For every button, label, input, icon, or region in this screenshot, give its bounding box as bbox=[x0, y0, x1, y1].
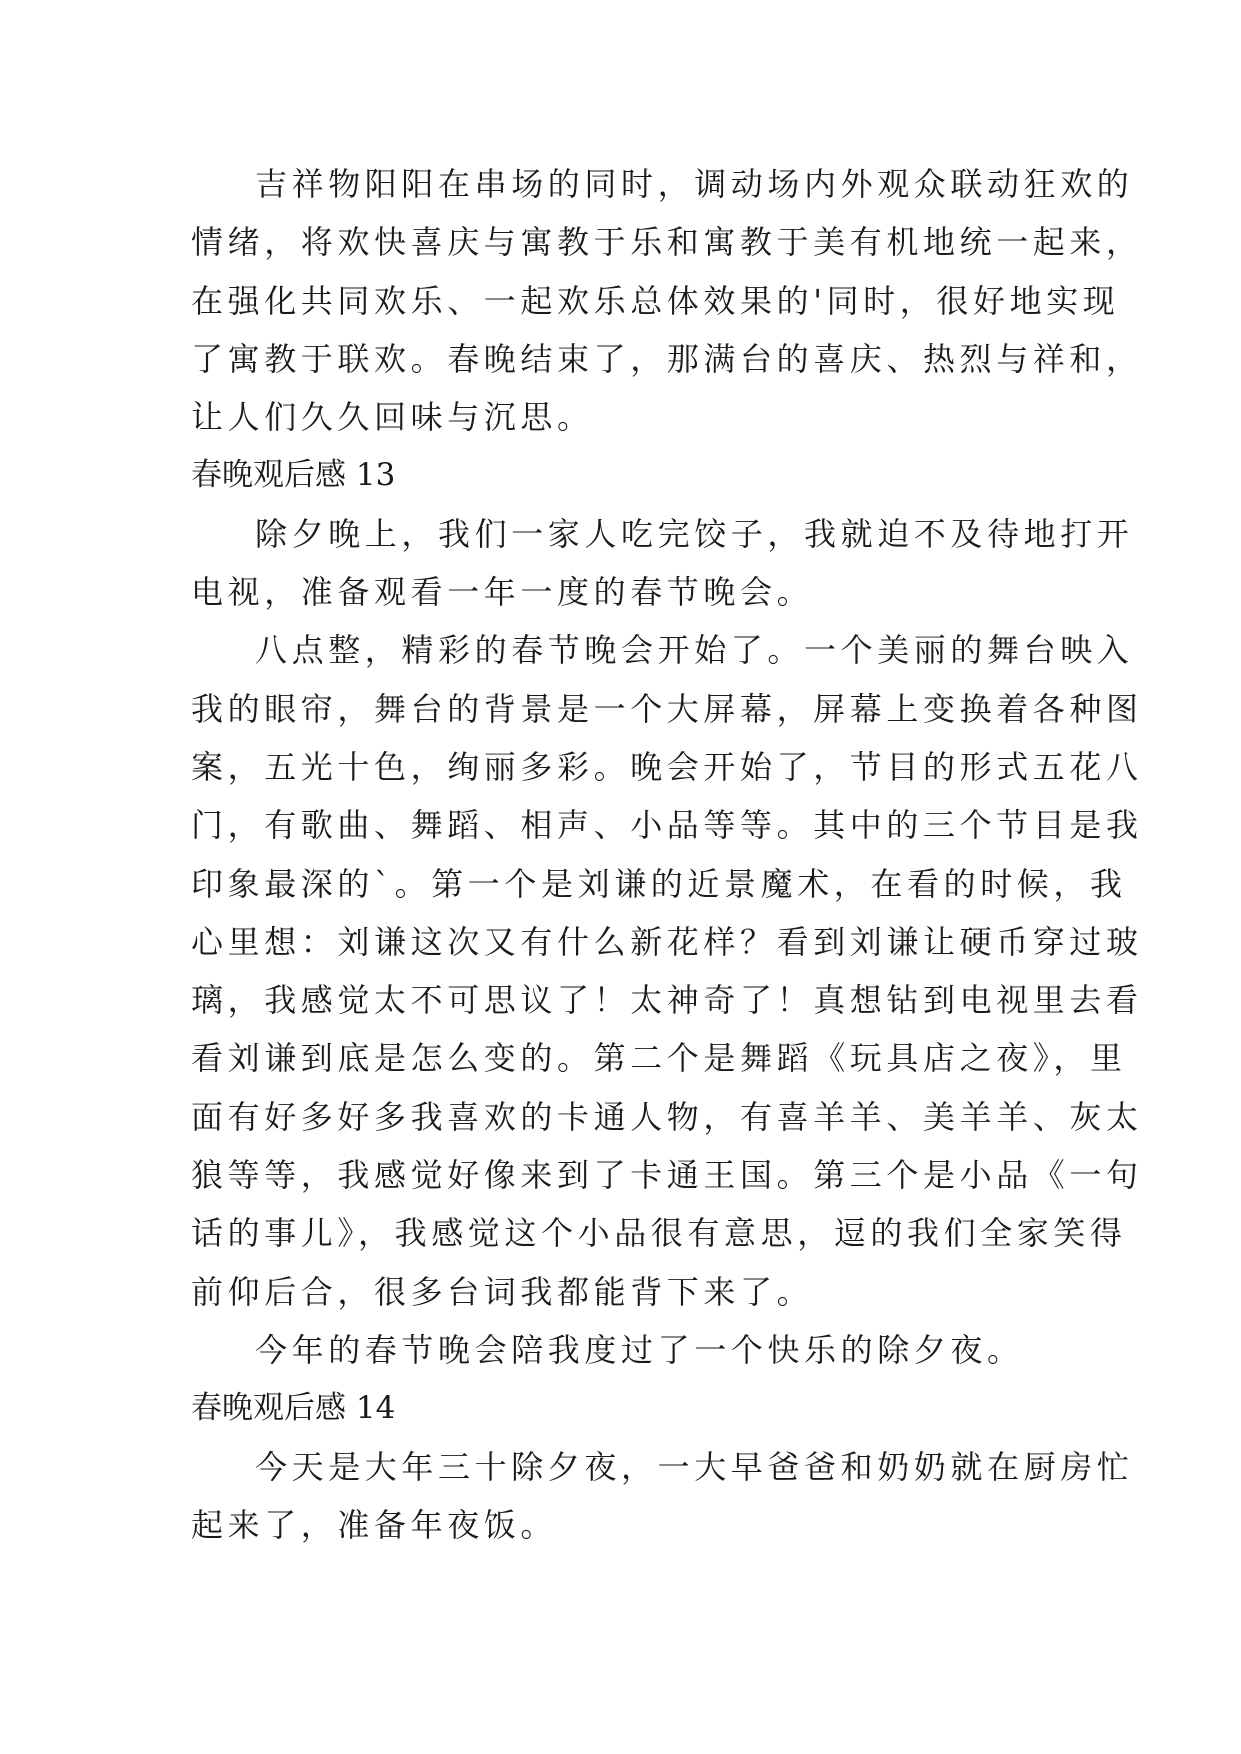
text-line: 狼等等，我感觉好像来到了卡通王国。第三个是小品《一句 bbox=[191, 1156, 1143, 1195]
text-line: 看刘谦到底是怎么变的。第二个是舞蹈《玩具店之夜》，里 bbox=[191, 1039, 1127, 1078]
text-line: 前仰后合，很多台词我都能背下来了。 bbox=[191, 1272, 814, 1311]
text-line: 门，有歌曲、舞蹈、相声、小品等等。其中的三个节目是我 bbox=[191, 806, 1143, 845]
text-line: 话的事儿》，我感觉这个小品很有意思，逗的我们全家笑得 bbox=[191, 1214, 1127, 1253]
text-line: 起来了，准备年夜饭。 bbox=[191, 1505, 558, 1544]
section-heading-13: 春晚观后感 13 bbox=[191, 457, 396, 494]
text-line: 电视，准备观看一年一度的春节晚会。 bbox=[191, 573, 814, 612]
text-line: 情绪，将欢快喜庆与寓教于乐和寓教于美有机地统一起来， bbox=[191, 223, 1143, 262]
text-line: 今年的春节晚会陪我度过了一个快乐的除夕夜。 bbox=[255, 1330, 1024, 1369]
text-line: 今天是大年三十除夕夜，一大早爸爸和奶奶就在厨房忙 bbox=[255, 1447, 1134, 1486]
text-line: 印象最深的`。第一个是刘谦的近景魔术，在看的时候，我 bbox=[191, 864, 1127, 903]
text-line: 我的眼帘，舞台的背景是一个大屏幕，屏幕上变换着各种图 bbox=[191, 689, 1143, 728]
text-line: 让人们久久回味与沉思。 bbox=[191, 398, 594, 437]
text-line: 在强化共同欢乐、一起欢乐总体效果的'同时，很好地实现 bbox=[191, 281, 1120, 320]
text-line: 心里想：刘谦这次又有什么新花样？看到刘谦让硬币穿过玻 bbox=[191, 922, 1143, 961]
section-heading-14: 春晚观后感 14 bbox=[191, 1390, 396, 1427]
text-line: 案，五光十色，绚丽多彩。晚会开始了，节目的形式五花八 bbox=[191, 747, 1143, 786]
text-line: 璃，我感觉太不可思议了！太神奇了！真想钻到电视里去看 bbox=[191, 981, 1143, 1020]
text-line: 吉祥物阳阳在串场的同时，调动场内外观众联动狂欢的 bbox=[255, 165, 1134, 203]
text-line: 除夕晚上，我们一家人吃完饺子，我就迫不及待地打开 bbox=[255, 514, 1134, 553]
text-line: 面有好多好多我喜欢的卡通人物，有喜羊羊、美羊羊、灰太 bbox=[191, 1097, 1143, 1136]
text-line: 八点整，精彩的春节晚会开始了。一个美丽的舞台映入 bbox=[255, 631, 1134, 670]
text-line: 了寓教于联欢。春晚结束了，那满台的喜庆、热烈与祥和， bbox=[191, 339, 1143, 378]
document-body bbox=[191, 155, 1143, 1554]
